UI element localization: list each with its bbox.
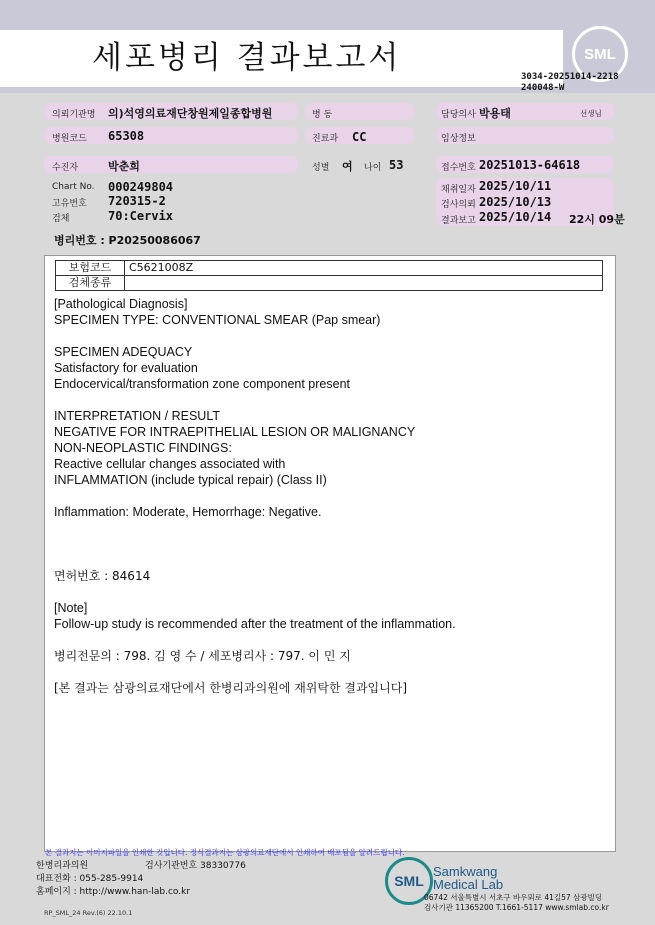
- brand-line1: Samkwang: [433, 864, 498, 879]
- adequacy-line: Satisfactory for evaluation: [54, 361, 198, 375]
- patient-label: 수진자: [52, 163, 79, 173]
- license-line: 면허번호 : 84614: [54, 569, 151, 583]
- doctor-suffix: 선생님: [580, 109, 602, 118]
- chart-label: Chart No.: [52, 182, 95, 192]
- pathology-number: 병리번호 : P20250086067: [54, 234, 201, 247]
- note-line: Follow-up study is recommended after the treatment of the inflammation.: [54, 617, 456, 631]
- request-value: 2025/10/13: [479, 195, 552, 209]
- form-number: RP_SML_24 Rev.(6) 22.10.1: [44, 909, 133, 917]
- logo-text: SML: [584, 45, 616, 63]
- page-title: 세포병리 결과보고서: [92, 40, 402, 76]
- dept-value: CC: [352, 130, 367, 144]
- request-label: 검사의뢰: [441, 200, 476, 210]
- findings-heading: NON-NEOPLASTIC FINDINGS:: [54, 441, 232, 455]
- closing-line: [본 결과는 삼광의료재단에서 한병리과의원에 재위탁한 결과입니다]: [54, 681, 408, 695]
- insurance-code-label: 보험코드: [56, 261, 125, 276]
- specimen-type-label: 검체종류: [56, 276, 125, 291]
- receipt-value: 20251013-64618: [479, 158, 581, 172]
- age-label: 나이: [364, 163, 382, 173]
- samkwang-brand: [433, 865, 503, 891]
- inflammation-line: Inflammation: Moderate, Hemorrhage: Negative.: [54, 505, 322, 519]
- inflammation-class-line: INFLAMMATION (include typical repair) (Class II): [54, 473, 327, 487]
- req-org-label: 의뢰기관명: [52, 110, 96, 120]
- result-label: 결과보고: [441, 216, 476, 226]
- hosp-code-value: 65308: [108, 129, 145, 143]
- specimen-value: 70:Cervix: [108, 209, 174, 223]
- samkwang-logo-text: SML: [394, 873, 424, 889]
- sex-label: 성별: [312, 163, 330, 173]
- result-time: 22시 09분: [569, 213, 625, 226]
- ward-label: 병 동: [312, 110, 333, 120]
- sex-value: 여: [342, 160, 353, 173]
- patient-pill: [44, 156, 298, 173]
- lab-address: [424, 893, 609, 913]
- patient-value: 박춘희: [108, 160, 140, 173]
- id-value: 720315-2: [108, 194, 166, 208]
- report-body: [54, 296, 609, 696]
- collect-value: 2025/10/11: [479, 179, 552, 193]
- report-number-line1: 3034-20251014-2218: [521, 72, 619, 82]
- table-row: [56, 276, 603, 291]
- doctor-label: 담당의사: [441, 110, 476, 120]
- specimen-type-line: SPECIMEN TYPE: CONVENTIONAL SMEAR (Pap smear): [54, 313, 381, 327]
- diagnosis-heading: [Pathological Diagnosis]: [54, 297, 188, 311]
- result-line: NEGATIVE FOR INTRAEPITHELIAL LESION OR MALIGNANCY: [54, 425, 416, 439]
- dept-label: 진료과: [312, 134, 339, 144]
- result-value: 2025/10/14: [479, 210, 552, 224]
- report-content: [44, 255, 616, 852]
- collect-label: 채취일자: [441, 185, 476, 195]
- specimen-label: 검체: [52, 214, 70, 224]
- signers-line: 병리전문의 : 798. 김 영 수 / 세포병리사 : 797. 이 민 지: [54, 649, 351, 663]
- phone-line: 대표전화 : 055-285-9914: [36, 874, 144, 884]
- req-org-value: 의)석영의료재단창원제일종합병원: [108, 107, 273, 120]
- receipt-label: 접수번호: [441, 163, 476, 173]
- hosp-code-label: 병원코드: [52, 134, 87, 144]
- table-row: [56, 261, 603, 276]
- note-heading: [Note]: [54, 601, 88, 615]
- address-line2: 검사기관 11365200 T.1661-5117 www.smlab.co.kr: [424, 903, 609, 912]
- homepage-link[interactable]: 홈페이지 : http://www.han-lab.co.kr: [36, 887, 191, 897]
- adequacy-heading: SPECIMEN ADEQUACY: [54, 345, 193, 359]
- institution-number: 검사기관번호 38330776: [145, 861, 246, 871]
- clinical-label: 임상정보: [441, 134, 476, 144]
- id-label: 고유번호: [52, 199, 87, 209]
- zone-line: Endocervical/transformation zone component present: [54, 377, 350, 391]
- address-line1: 06742 서울특별시 서초구 바우뫼로 41길57 삼광빌딩: [424, 893, 603, 902]
- code-table: [55, 260, 603, 291]
- insurance-code-value: C5621008Z: [125, 261, 603, 276]
- age-value: 53: [389, 158, 404, 172]
- specimen-type-value: [125, 276, 603, 291]
- clinic-name: 한병리과의원: [36, 861, 89, 871]
- chart-value: 000249804: [108, 180, 174, 194]
- brand-line2: Medical Lab: [433, 877, 504, 892]
- print-notice: 본 결과지는 이미지파일을 인쇄한 것입니다. 정식결과지는 삼광의료재단에서 인쇄하여 배포됨을 알려드립니다.: [45, 848, 405, 857]
- interpretation-heading: INTERPRETATION / RESULT: [54, 409, 220, 423]
- report-number-line2: 240048-W: [521, 83, 565, 93]
- findings-line: Reactive cellular changes associated with: [54, 457, 286, 471]
- report-number: [521, 72, 619, 94]
- doctor-value: 박용태: [479, 107, 511, 120]
